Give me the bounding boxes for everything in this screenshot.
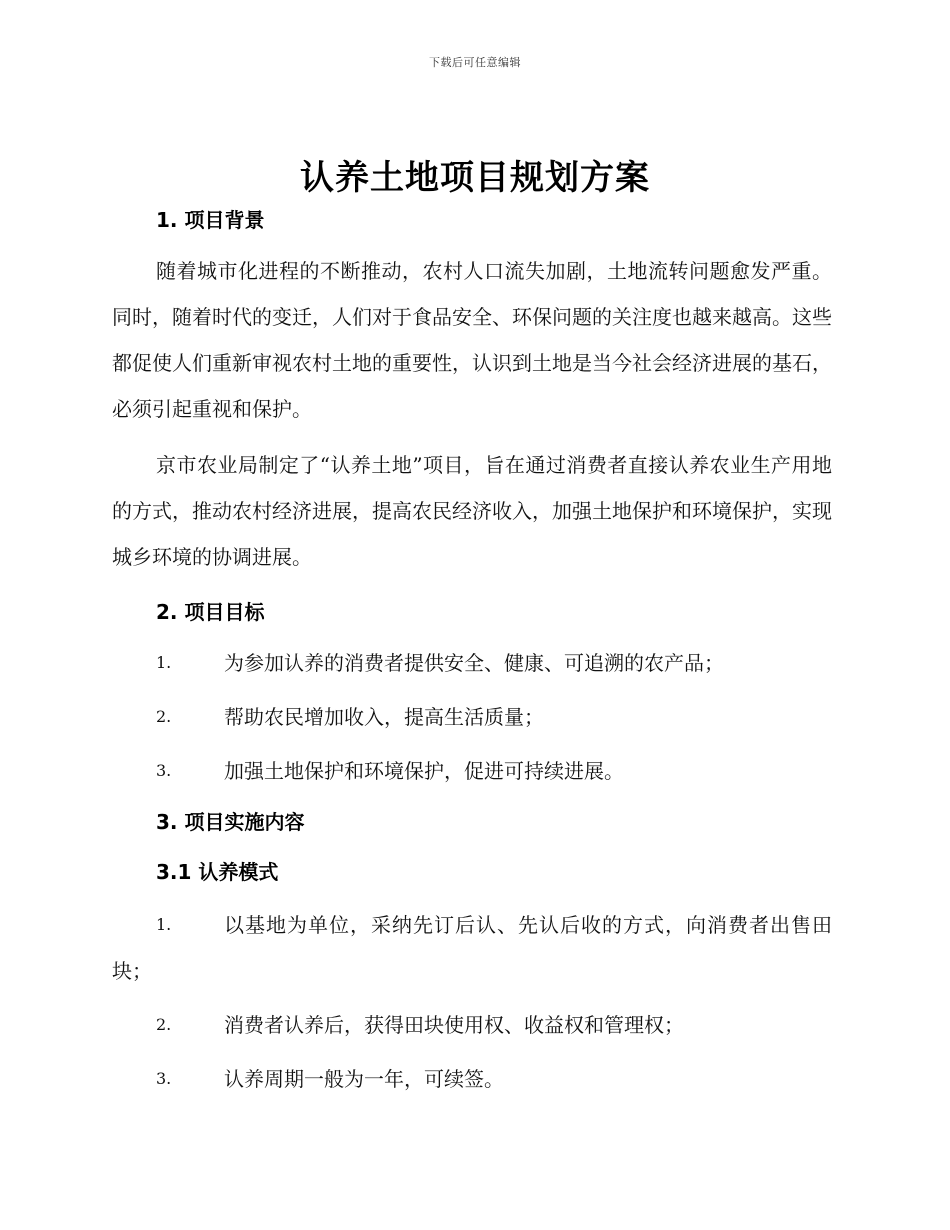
list-number: 2. bbox=[156, 1015, 172, 1034]
section-heading-goals: 2. 项目目标 bbox=[156, 600, 265, 624]
list-item-text: 消费者认养后，获得田块使用权、收益权和管理权； bbox=[224, 1013, 684, 1037]
paragraph-background-2: 京市农业局制定了“认养土地”项目，旨在通过消费者直接认养农业生产用地的方式，推动农村经济进展，提高农民经济收入，加强土地保护和环境保护，实现城乡环境的协调进展。 bbox=[112, 453, 832, 569]
paragraph-background-1: 随着城市化进程的不断推动，农村人口流失加剧，土地流转问题愈发严重。同时，随着时代的变迁，人们对于食品安全、环保问题的关注度也越来越高。这些都促使人们重新审视农村土地的重要性，认识到土地是当今社会经济进展的基石，必须引起重视和保护。 bbox=[112, 259, 832, 421]
list-item bbox=[112, 748, 832, 794]
list-item bbox=[112, 694, 832, 740]
list-item bbox=[112, 1002, 832, 1048]
subsection-heading-adoption-mode: 3.1 认养模式 bbox=[156, 860, 279, 884]
document-body bbox=[112, 200, 832, 1102]
list-item bbox=[112, 640, 832, 686]
list-item bbox=[112, 1056, 832, 1102]
section-heading-implementation: 3. 项目实施内容 bbox=[156, 810, 305, 834]
list-item-text: 为参加认养的消费者提供安全、健康、可追溯的农产品； bbox=[224, 651, 724, 675]
list-item-text: 帮助农民增加收入，提高生活质量； bbox=[224, 705, 544, 729]
list-number: 3. bbox=[156, 1069, 172, 1088]
list-item-text: 认养周期一般为一年，可续签。 bbox=[224, 1067, 504, 1091]
list-number: 1. bbox=[156, 915, 172, 934]
list-number: 3. bbox=[156, 761, 172, 780]
list-number: 2. bbox=[156, 707, 172, 726]
page-header-note: 下载后可任意编辑 bbox=[429, 56, 521, 69]
list-item bbox=[112, 902, 832, 994]
list-item-text: 加强土地保护和环境保护，促进可持续进展。 bbox=[224, 759, 624, 783]
list-number: 1. bbox=[156, 653, 172, 672]
document-title: 认养土地项目规划方案 bbox=[300, 158, 650, 198]
section-heading-background: 1. 项目背景 bbox=[156, 208, 265, 232]
list-item-text: 以基地为单位，采纳先订后认、先认后收的方式，向消费者出售田块； bbox=[112, 913, 832, 983]
